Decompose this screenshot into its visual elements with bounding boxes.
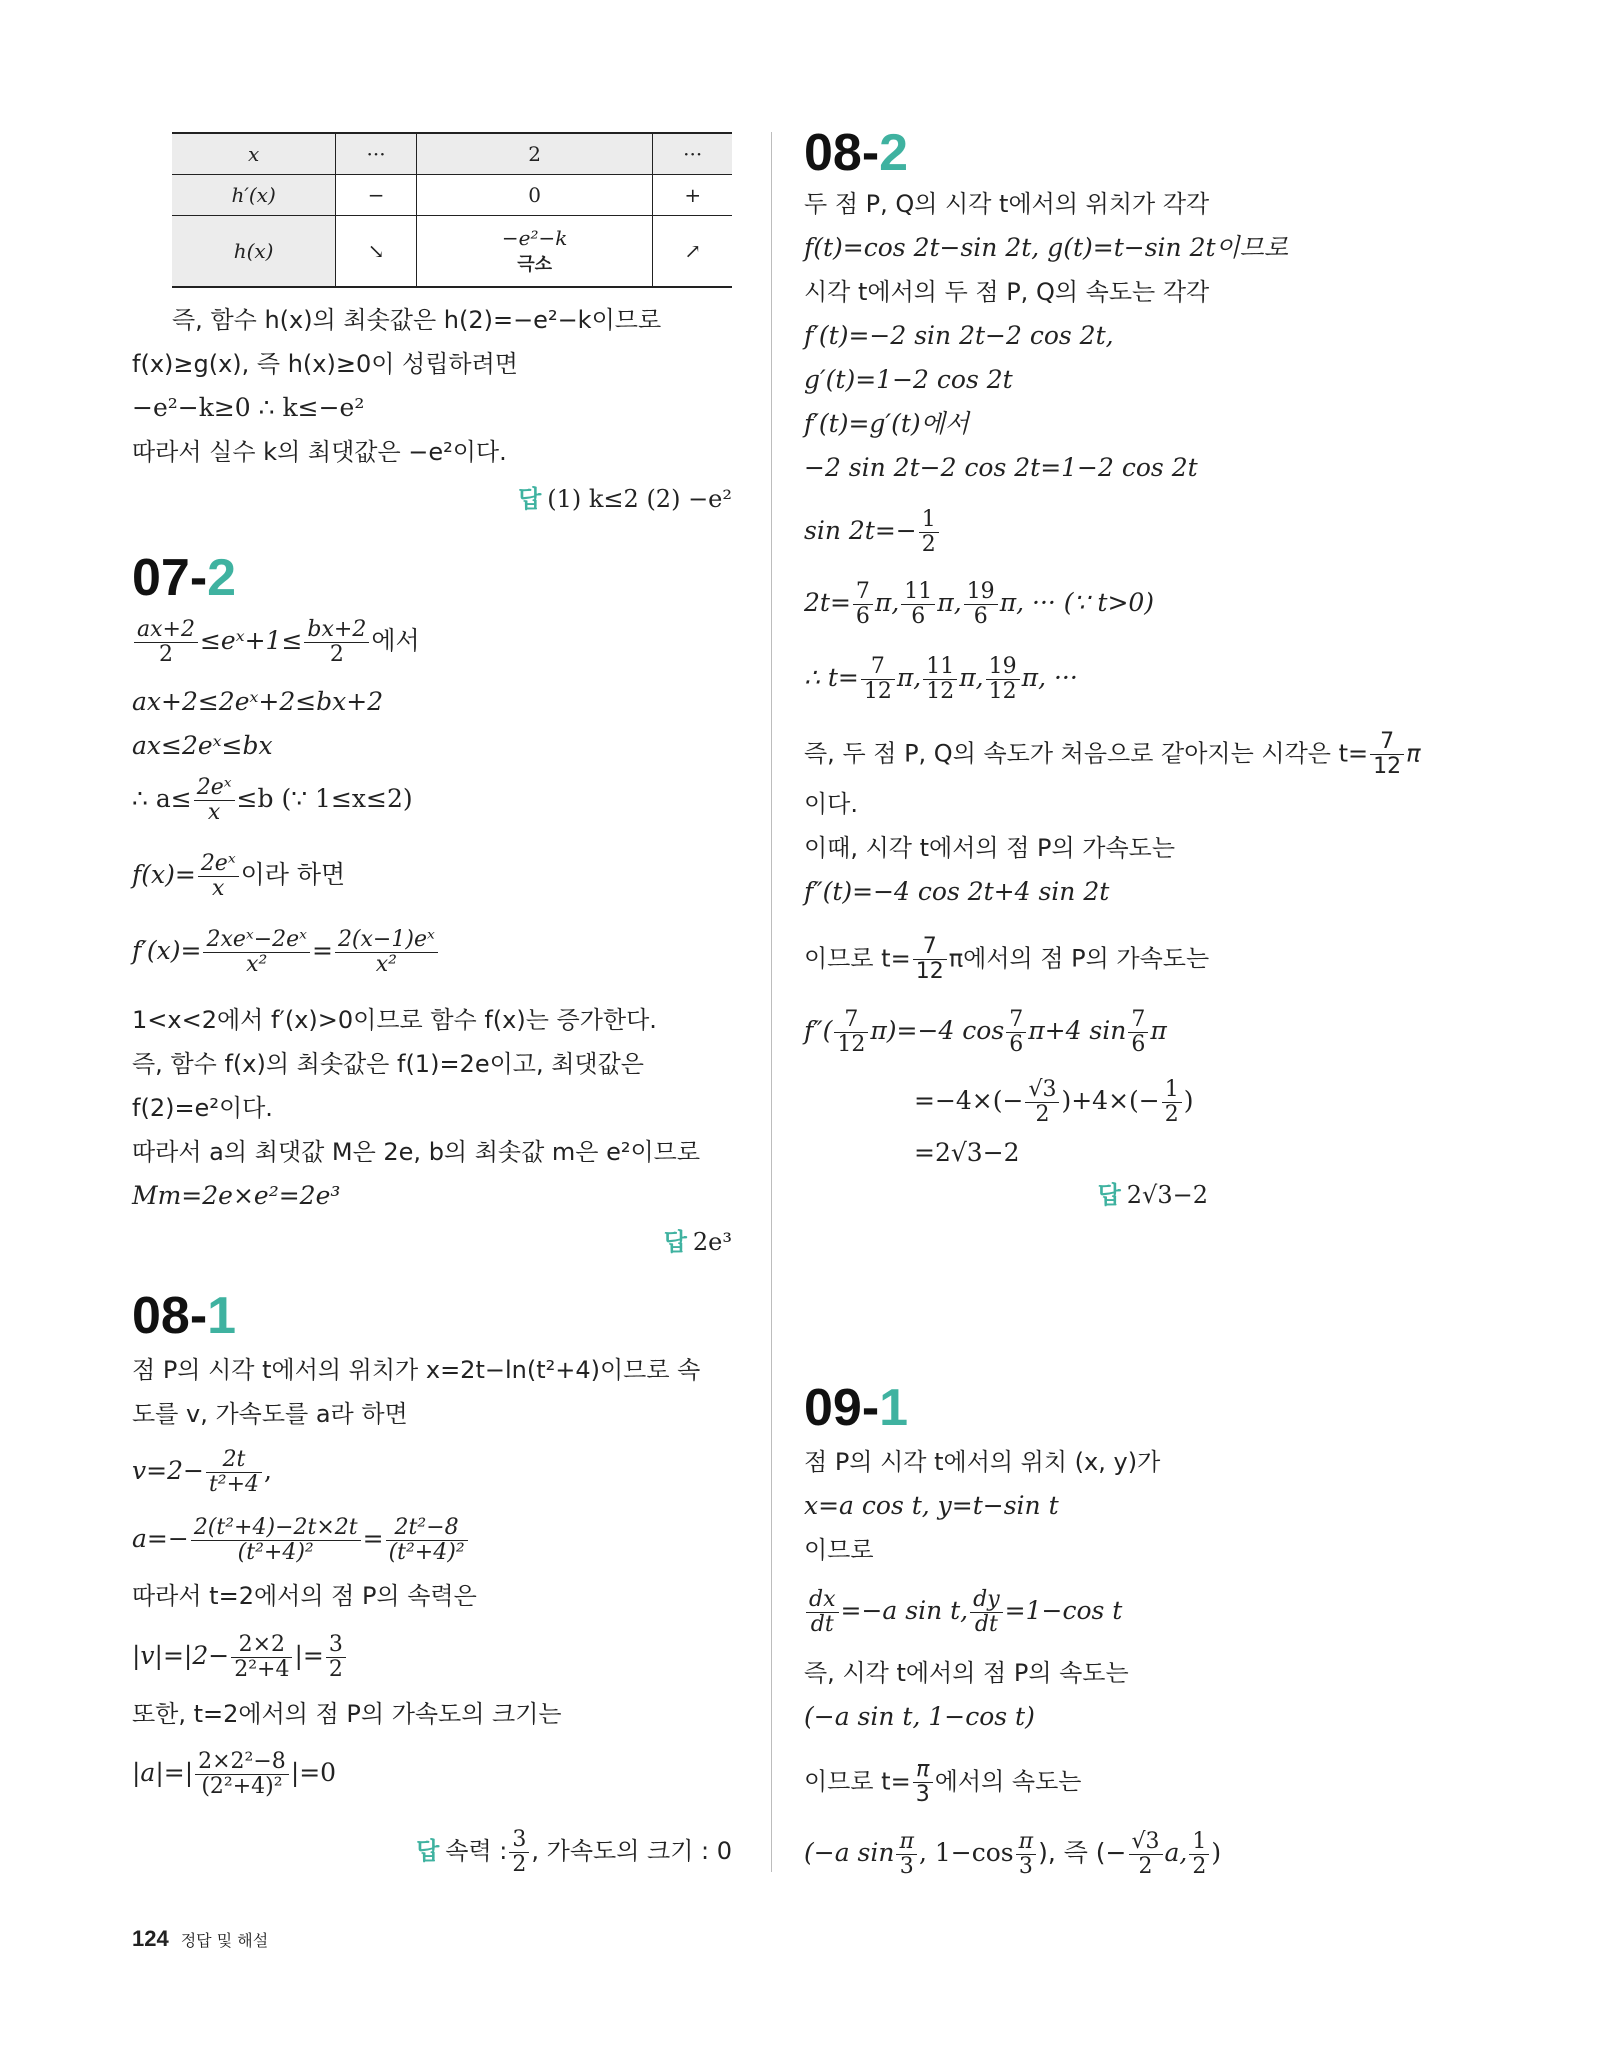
- numerator: 7: [853, 580, 873, 605]
- math-text: f″(: [804, 1016, 833, 1045]
- answer-text: 2e³: [692, 1228, 732, 1256]
- extreme-label: 극소: [517, 254, 553, 275]
- fraction: [986, 655, 1020, 704]
- fraction: [191, 1516, 361, 1565]
- table-row: [172, 133, 732, 175]
- answer-text: 2√3−2: [1126, 1181, 1208, 1209]
- math-line: [132, 1750, 336, 1799]
- math-text: π,: [896, 663, 922, 692]
- text-line: 이다.: [804, 790, 858, 818]
- math-line: [132, 1448, 272, 1497]
- denominator: 3: [899, 1854, 914, 1879]
- numerator: 1: [1162, 1078, 1182, 1103]
- math-text: a=−: [132, 1524, 189, 1553]
- heading-number: 08-: [132, 1287, 208, 1345]
- math-text: π,: [937, 588, 962, 617]
- math-line: [132, 1516, 470, 1565]
- answer-label: 답: [1097, 1181, 1121, 1209]
- fraction: [834, 1008, 868, 1057]
- math-line: x=a cos t, y=t−sin t: [804, 1491, 1059, 1520]
- numerator: 2t: [206, 1448, 262, 1473]
- answer: [1098, 1178, 1208, 1212]
- footer-title: 정답 및 해설: [180, 1931, 269, 1950]
- math-text: =: [311, 936, 333, 965]
- answer-label: 답: [663, 1228, 687, 1256]
- denominator: 2: [1035, 1102, 1050, 1127]
- math-text: π, ··· (∵ t>0): [999, 588, 1155, 617]
- denominator: 6: [1009, 1032, 1024, 1057]
- math-line: (−a sin t, 1−cos t): [804, 1702, 1035, 1731]
- math-text: π)=−4 cos: [870, 1016, 1005, 1045]
- denominator: t²+4: [208, 1472, 260, 1497]
- numerator: 2(t²+4)−2t×2t: [191, 1516, 361, 1541]
- numerator: 2t²−8: [386, 1516, 468, 1541]
- numerator: 2xeˣ−2eˣ: [203, 928, 310, 953]
- math-line: −2 sin 2t−2 cos 2t=1−2 cos 2t: [804, 453, 1198, 482]
- denominator: (2²+4)²: [201, 1774, 283, 1799]
- answer: [664, 1225, 732, 1259]
- text-line: 즉, 함수 h(x)의 최솟값은 h(2)=−e²−k이므로: [172, 306, 662, 334]
- table-cell: 0: [416, 175, 652, 216]
- denominator: (t²+4)²: [237, 1540, 314, 1565]
- answer-text: 속력 :: [445, 1837, 508, 1865]
- numerator: π: [896, 1830, 916, 1855]
- fraction: [326, 1633, 346, 1682]
- denominator: 2: [328, 1657, 343, 1682]
- answer: [518, 482, 732, 516]
- answer-label: 답: [518, 485, 542, 513]
- numerator: 2×2²−8: [195, 1750, 289, 1775]
- denominator: x²: [375, 952, 397, 977]
- table-cell: ↘: [336, 216, 417, 288]
- section-heading-07-2: [132, 549, 237, 607]
- math-text: 에서의 속도는: [934, 1767, 1082, 1796]
- text-line: 따라서 실수 k의 최댓값은 −e²이다.: [132, 438, 507, 466]
- fraction: [198, 852, 239, 901]
- numerator: ax+2: [134, 618, 198, 643]
- denominator: 12: [863, 679, 892, 704]
- text-line: 1<x<2에서 f′(x)>0이므로 함수 f(x)는 증가한다.: [132, 1006, 657, 1034]
- numerator: 11: [923, 655, 957, 680]
- numerator: 11: [901, 580, 935, 605]
- math-text: ∴ a≤: [132, 784, 192, 813]
- fraction: [964, 580, 998, 629]
- denominator: x: [207, 800, 221, 825]
- fraction: [386, 1516, 468, 1565]
- math-line: [804, 655, 1078, 704]
- math-line: f′(t)=−2 sin 2t−2 cos 2t,: [804, 321, 1114, 350]
- math-text: (−a sin: [804, 1838, 895, 1867]
- fraction: [509, 1828, 529, 1877]
- text-line: 점 P의 시각 t에서의 위치 (x, y)가: [804, 1448, 1161, 1476]
- denominator: 2²+4: [234, 1657, 290, 1682]
- heading-sub: 2: [207, 549, 237, 607]
- fraction: [231, 1633, 292, 1682]
- math-text: ), 즉 (−: [1038, 1838, 1127, 1867]
- fraction: [970, 1588, 1003, 1637]
- math-text: ≤eˣ+1≤: [199, 626, 303, 655]
- math-text: a,: [1164, 1838, 1188, 1867]
- fraction: [1025, 1078, 1059, 1127]
- text-line: f(x)≥g(x), 즉 h(x)≥0이 성립하려면: [132, 350, 518, 378]
- text-line: 따라서 a의 최댓값 M은 2e, b의 최솟값 m은 e²이므로: [132, 1138, 701, 1166]
- denominator: dt: [974, 1612, 998, 1637]
- text-line: 두 점 P, Q의 시각 t에서의 위치가 각각: [804, 190, 1210, 218]
- fraction: [203, 928, 310, 977]
- denominator: 2: [921, 532, 936, 557]
- text-line: 이때, 시각 t에서의 점 P의 가속도는: [804, 834, 1176, 862]
- fraction: [1128, 1008, 1148, 1057]
- math-line: [132, 928, 440, 977]
- denominator: 6: [911, 604, 926, 629]
- text-line: 이므로: [804, 1536, 874, 1564]
- math-line: [132, 852, 345, 901]
- denominator: 6: [1131, 1032, 1146, 1057]
- math-text: |=: [294, 1641, 324, 1670]
- fraction: [806, 1588, 839, 1637]
- numerator: 3: [509, 1828, 529, 1853]
- math-text: =−a sin t,: [840, 1596, 969, 1625]
- denominator: 6: [973, 604, 988, 629]
- math-line: Mm=2e×e²=2e³: [132, 1181, 341, 1210]
- math-line: [804, 580, 1154, 629]
- fraction: [896, 1830, 916, 1879]
- math-line: [132, 1633, 348, 1682]
- fraction: [194, 776, 235, 825]
- math-line: [804, 1830, 1221, 1879]
- fraction: [1016, 1830, 1036, 1879]
- math-text: )+4×(−: [1061, 1086, 1160, 1115]
- section-heading-08-1: [132, 1287, 237, 1345]
- fraction: [913, 1758, 933, 1807]
- numerator: √3: [1025, 1078, 1059, 1103]
- table-cell: x: [172, 133, 336, 175]
- numerator: π: [913, 1758, 933, 1783]
- denominator: x²: [246, 952, 268, 977]
- table-cell: −: [336, 175, 417, 216]
- answer: [416, 1828, 732, 1877]
- math-text: |=0: [290, 1758, 337, 1787]
- math-line: ax≤2eˣ≤bx: [132, 731, 273, 760]
- denominator: 6: [855, 604, 870, 629]
- fraction: [195, 1750, 289, 1799]
- denominator: 2: [1164, 1102, 1179, 1127]
- denominator: 12: [1373, 754, 1402, 779]
- math-text: π,: [959, 663, 984, 692]
- numerator: 19: [986, 655, 1020, 680]
- math-text: 이므로 t=: [804, 944, 911, 973]
- fraction: [206, 1448, 262, 1497]
- math-line: [804, 1588, 1122, 1637]
- text-line: 따라서 t=2에서의 점 P의 속력은: [132, 1582, 477, 1610]
- fraction: [1162, 1078, 1182, 1127]
- fraction: [913, 935, 947, 984]
- math-line: ax+2≤2eˣ+2≤bx+2: [132, 687, 384, 716]
- heading-number: 07-: [132, 549, 208, 607]
- math-line: [804, 508, 941, 557]
- heading-sub: 2: [879, 124, 909, 182]
- heading-number: 08-: [804, 124, 880, 182]
- numerator: 7: [1370, 730, 1404, 755]
- math-line: [804, 1008, 1167, 1057]
- fraction: [853, 580, 873, 629]
- fraction: [1189, 1830, 1209, 1879]
- math-text: , 1−cos: [918, 1838, 1014, 1867]
- math-text: =−4×(−: [914, 1086, 1024, 1115]
- heading-number: 09-: [804, 1379, 880, 1437]
- math-line: [132, 776, 413, 825]
- math-text: π, ···: [1021, 663, 1078, 692]
- table-cell: ↗: [653, 216, 732, 288]
- numerator: 2eˣ: [198, 852, 239, 877]
- denominator: 2: [512, 1852, 527, 1877]
- math-line: [132, 618, 420, 667]
- numerator: 3: [326, 1633, 346, 1658]
- math-text: sin 2t=−: [804, 516, 917, 545]
- numerator: dx: [806, 1588, 839, 1613]
- table-cell: +: [653, 175, 732, 216]
- denominator: 3: [915, 1782, 930, 1807]
- numerator: 2×2: [231, 1633, 292, 1658]
- table-cell: 2: [416, 133, 652, 175]
- numerator: dy: [970, 1588, 1003, 1613]
- variation-table: [172, 132, 732, 288]
- math-text: 2t=: [804, 588, 851, 617]
- fraction: [901, 580, 935, 629]
- table-cell: ···: [653, 133, 732, 175]
- math-text: ,: [264, 1456, 272, 1485]
- math-text: f(x)=: [132, 860, 196, 889]
- text-line: 또한, t=2에서의 점 P의 가속도의 크기는: [132, 1700, 562, 1728]
- math-line: [914, 1078, 1194, 1127]
- numerator: 7: [861, 655, 895, 680]
- denominator: 2: [329, 642, 344, 667]
- math-line: f′(t)=g′(t)에서: [804, 409, 969, 438]
- math-text: ): [1211, 1838, 1222, 1867]
- text-line: 점 P의 시각 t에서의 위치가 x=2t−ln(t²+4)이므로 속: [132, 1356, 701, 1384]
- fraction: [1370, 730, 1404, 779]
- table-cell: ···: [336, 133, 417, 175]
- denominator: 3: [1018, 1854, 1033, 1879]
- numerator: 2eˣ: [194, 776, 235, 801]
- numerator: 7: [1128, 1008, 1148, 1033]
- text-line: 시각 t에서의 두 점 P, Q의 속도는 각각: [804, 278, 1210, 306]
- column-divider: [771, 132, 772, 1872]
- fraction: [1129, 1830, 1163, 1879]
- math-line: f(t)=cos 2t−sin 2t, g(t)=t−sin 2t이므로: [804, 233, 1288, 262]
- table-row: [172, 175, 732, 216]
- math-text: v=2−: [132, 1456, 204, 1485]
- page-footer: [132, 1926, 268, 1952]
- heading-sub: 1: [207, 1287, 237, 1345]
- math-text: |v|=|2−: [132, 1641, 230, 1670]
- table-cell: [416, 216, 652, 288]
- denominator: 12: [837, 1032, 866, 1057]
- table-cell: h′(x): [172, 175, 336, 216]
- heading-sub: 1: [879, 1379, 909, 1437]
- text-line: f(2)=e²이다.: [132, 1094, 273, 1122]
- math-text: ≤b (∵ 1≤x≤2): [236, 784, 413, 813]
- math-text: ∴ t=: [804, 663, 859, 692]
- extreme-value: −e²−k: [501, 226, 568, 250]
- text-line: [804, 730, 1421, 779]
- math-text: ): [1183, 1086, 1194, 1115]
- numerator: π: [1016, 1830, 1036, 1855]
- math-text: 이라 하면: [240, 860, 346, 889]
- text-line: [804, 935, 1209, 984]
- fraction: [919, 508, 939, 557]
- denominator: 12: [988, 679, 1017, 704]
- denominator: 2: [158, 642, 173, 667]
- math-text: |a|=|: [132, 1758, 194, 1787]
- math-text: π+4 sin: [1028, 1016, 1127, 1045]
- math-text: π,: [874, 588, 900, 617]
- math-text: 이므로 t=: [804, 1767, 911, 1796]
- math-text: 에서: [371, 626, 420, 655]
- numerator: 7: [1006, 1008, 1026, 1033]
- fraction: [304, 618, 369, 667]
- answer-text: , 가속도의 크기 : 0: [531, 1837, 732, 1865]
- math-text: 즉, 두 점 P, Q의 속도가 처음으로 같아지는 시각은 t=: [804, 739, 1369, 768]
- text-line: −e²−k≥0 ∴ k≤−e²: [132, 393, 365, 422]
- text-line: 도를 v, 가속도를 a라 하면: [132, 1400, 408, 1428]
- numerator: √3: [1129, 1830, 1163, 1855]
- fraction: [134, 618, 198, 667]
- denominator: 2: [1138, 1854, 1153, 1879]
- math-line: f″(t)=−4 cos 2t+4 sin 2t: [804, 877, 1110, 906]
- denominator: dt: [810, 1612, 834, 1637]
- math-text: f′(x)=: [132, 936, 202, 965]
- math-text: =1−cos t: [1004, 1596, 1123, 1625]
- answer-label: 답: [416, 1837, 440, 1865]
- text-line: 즉, 함수 f(x)의 최솟값은 f(1)=2e이고, 최댓값은: [132, 1050, 644, 1078]
- page-number: 124: [132, 1926, 169, 1951]
- fraction: [923, 655, 957, 704]
- text-line: 즉, 시각 t에서의 점 P의 속도는: [804, 1659, 1129, 1687]
- numerator: bx+2: [304, 618, 369, 643]
- math-text: π: [1150, 1016, 1167, 1045]
- denominator: x: [212, 876, 225, 901]
- numerator: 7: [913, 935, 947, 960]
- section-heading-09-1: [804, 1379, 909, 1437]
- table-row: [172, 216, 732, 288]
- text-line: [804, 1758, 1081, 1807]
- numerator: 1: [919, 508, 939, 533]
- denominator: (t²+4)²: [388, 1540, 465, 1565]
- numerator: 7: [834, 1008, 868, 1033]
- numerator: 19: [964, 580, 998, 605]
- denominator: 12: [926, 679, 955, 704]
- denominator: 12: [915, 959, 944, 984]
- fraction: [335, 928, 438, 977]
- math-line: g′(t)=1−2 cos 2t: [804, 365, 1013, 394]
- numerator: 1: [1189, 1830, 1209, 1855]
- math-text: π에서의 점 P의 가속도는: [948, 944, 1210, 973]
- math-line: =2√3−2: [914, 1138, 1020, 1167]
- answer-text: (1) k≤2 (2) −e²: [547, 485, 732, 513]
- math-text: =: [362, 1524, 384, 1553]
- numerator: 2(x−1)eˣ: [335, 928, 438, 953]
- table-cell: h(x): [172, 216, 336, 288]
- fraction: [861, 655, 895, 704]
- section-heading-08-2: [804, 124, 909, 182]
- math-text: π: [1406, 739, 1421, 768]
- fraction: [1006, 1008, 1026, 1057]
- denominator: 2: [1192, 1854, 1207, 1879]
